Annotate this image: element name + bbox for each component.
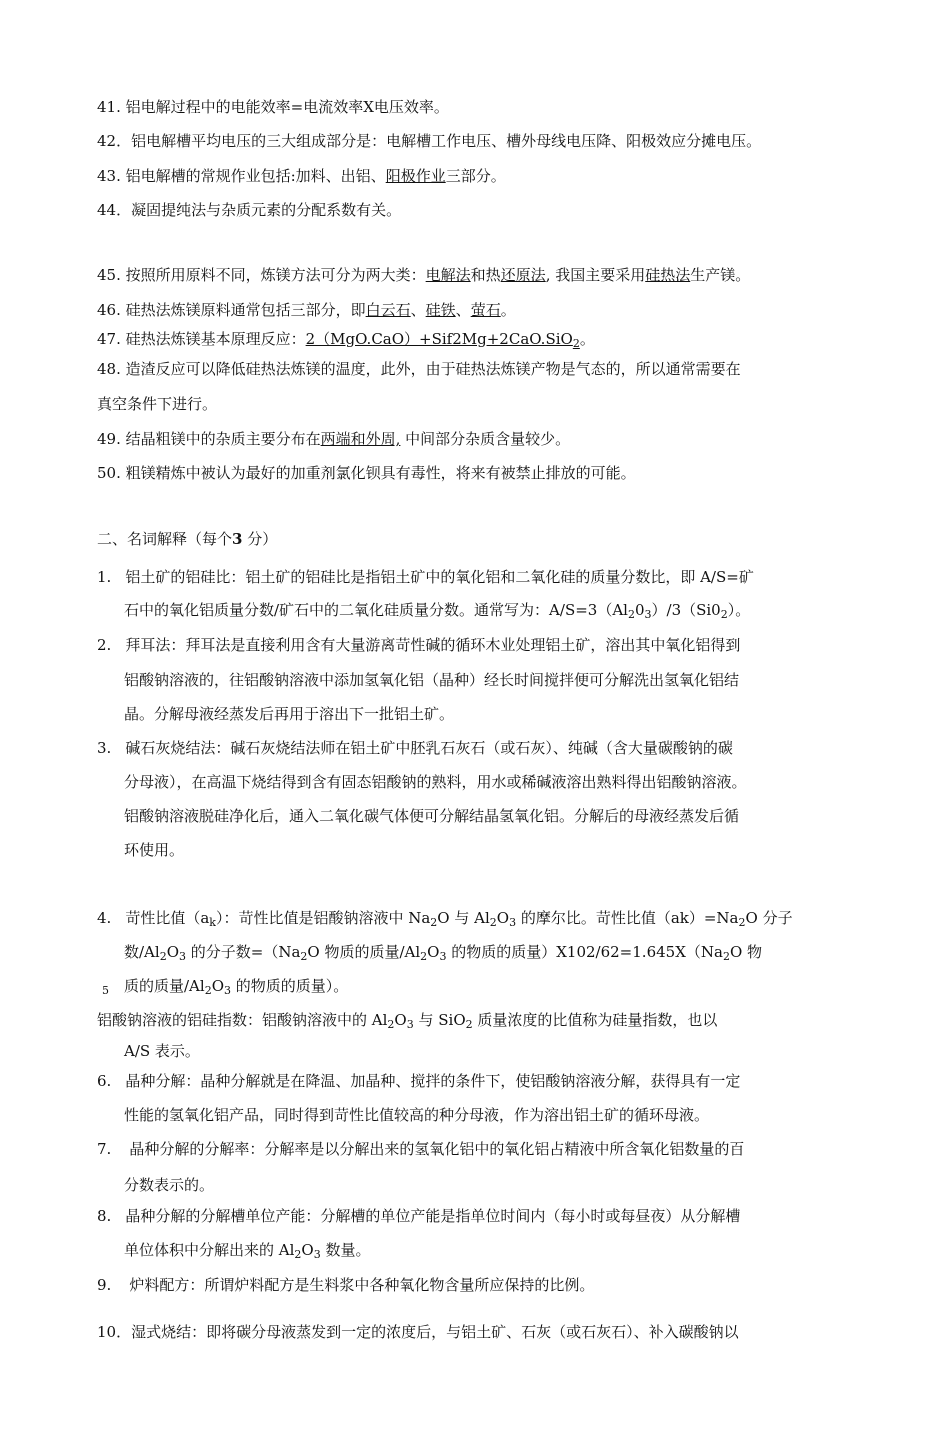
item-46: 46. 硅热法炼镁原料通常包括三部分，即白云石、硅铁、萤石。 xyxy=(97,301,516,319)
term-5-line2: A/S 表示。 xyxy=(124,1042,200,1060)
item-48-line1: 48. 造渣反应可以降低硅热法炼镁的温度，此外，由于硅热法炼镁产物是气态的，所以通常需要在 xyxy=(97,360,741,378)
term-3-line3: 铝酸钠溶液脱硅净化后，通入二氧化碳气体便可分解结晶氢氧化铝。分解后的母液经蒸发后循 xyxy=(124,807,740,825)
term-4-line1: 4. 苛性比值$(a_k)$：苛性比值是铝酸钠溶液中 $Na_2O$ 与 $Al_2O_3$ 的摩尔比。苛性比值$(ak)=Na_2O$ 分子 xyxy=(97,909,793,929)
item-41: 41. 铝电解过程中的电能效率=电流效率Ⅹ电压效率。 xyxy=(97,98,449,116)
term-10-line1: 10．湿式烧结：即将碳分母液蒸发到一定的浓度后，与铝土矿、石灰（或石灰石）、补入碳酸钠以 xyxy=(97,1323,739,1341)
term-8-line1: 8. 晶种分解的分解槽单位产能：分解槽的单位产能是指单位时间内（每小时或每昼夜）从分解槽 xyxy=(97,1207,741,1225)
term-3-line4: 环使用。 xyxy=(124,841,185,859)
item-50: 50. 粗镁精炼中被认为最好的加重剂氯化钡具有毒性，将来有被禁止排放的可能。 xyxy=(97,464,636,482)
item-43: 43. 铝电解槽的常规作业包括:加料、出铝、阳极作业三部分。 xyxy=(97,167,506,185)
term-3-line1: 3. 碱石灰烧结法：碱石灰烧结法师在铝土矿中胚乳石灰石（或石灰）、纯碱（含大量碳酸钠的碳 xyxy=(97,739,733,757)
term-6-line1: 6. 晶种分解：晶种分解就是在降温、加晶种、搅拌的条件下，使铝酸钠溶液分解，获得具有一定 xyxy=(97,1072,741,1090)
term-5-line1: 铝酸钠溶液的铝硅指数：铝酸钠溶液中的 $Al_2O_3$ 与 SiO$_2$ 质量浓度的比值称为硅量指数，也以 xyxy=(97,1011,718,1031)
item-44: 44．凝固提纯法与杂质元素的分配系数有关。 xyxy=(97,201,402,219)
term-2-line3: 晶。分解母液经蒸发后再用于溶出下一批铝土矿。 xyxy=(124,705,455,723)
term-7-line2: 分数表示的。 xyxy=(124,1176,215,1194)
item-47: 47. 硅热法炼镁基本原理反应：2（MgO.CaO）+Sif2Mg+2CaO.SiO$_2$。 xyxy=(97,330,595,350)
item-48-line2: 真空条件下进行。 xyxy=(97,395,218,413)
term-4-line3: 质的质量$/Al_2O_3$ 的物质的质量）。 xyxy=(124,977,349,997)
term-6-line2: 性能的氢氧化铝产品，同时得到苛性比值较高的种分母液，作为溶出铝土矿的循环母液。 xyxy=(124,1106,710,1124)
term-2-line1: 2. 拜耳法：拜耳法是直接利用含有大量游离苛性碱的循环木业处理铝土矿，溶出其中氧化铝得到 xyxy=(97,636,741,654)
term-2-line2: 铝酸钠溶液的，往铝酸钠溶液中添加氢氧化铝（晶种）经长时间搅拌便可分解洗出氢氧化铝结 xyxy=(124,671,740,689)
section-heading: 二、名词解释（每个3 分） xyxy=(97,530,278,548)
term-1-line2: 石中的氧化铝质量分数/矿石中的二氧化硅质量分数。通常写为：$A/S=3(Al_20_3)/3(Si0_2)$。 xyxy=(124,601,751,621)
term-5-number: 5 xyxy=(102,984,109,997)
term-3-line2: 分母液），在高温下烧结得到含有固态铝酸钠的熟料，用水或稀碱液溶出熟料得出铝酸钠溶液。 xyxy=(124,773,747,791)
term-7-line1: 7. 晶种分解的分解率：分解率是以分解出来的氢氧化铝中的氧化铝占精液中所含氧化铝数量的百 xyxy=(97,1140,745,1158)
term-4-line2: 数$/Al_2O_3$ 的分子数$=(Na_2O$ 物质的质量$/Al_2O_3$ 的物质的质量）$Ⅹ102/62=1.645Ⅹ(Na_2O$ 物 xyxy=(124,943,763,963)
item-45: 45. 按照所用原料不同，炼镁方法可分为两大类：电解法和热还原法, 我国主要采用硅热法生产镁。 xyxy=(97,266,751,284)
term-9-line1: 9. 炉料配方：所谓炉料配方是生料浆中各种氧化物含量所应保持的比例。 xyxy=(97,1276,595,1294)
term-8-line2: 单位体积中分解出来的 $Al_2O_3$ 数量。 xyxy=(124,1241,371,1261)
item-49: 49. 结晶粗镁中的杂质主要分布在两端和外周, 中间部分杂质含量较少。 xyxy=(97,430,571,448)
term-1-line1: 1. 铝土矿的铝硅比：铝土矿的铝硅比是指铝土矿中的氧化铝和二氧化硅的质量分数比，即 A/S=矿 xyxy=(97,568,754,586)
item-42: 42．铝电解槽平均电压的三大组成部分是：电解槽工作电压、槽外母线电压降、阳极效应分摊电压。 xyxy=(97,132,762,150)
